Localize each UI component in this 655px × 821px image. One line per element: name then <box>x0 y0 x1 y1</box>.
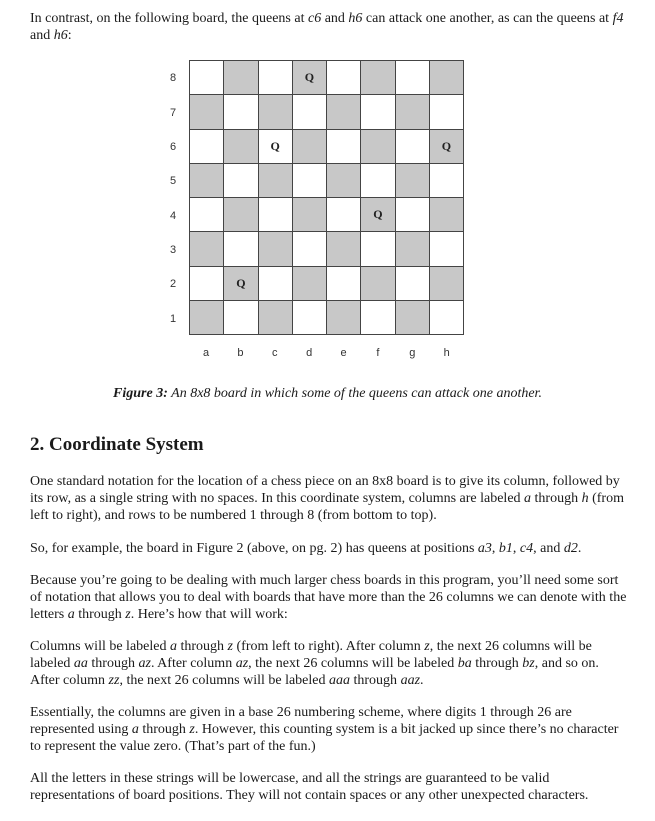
paragraph-column-labels <box>30 638 630 689</box>
text: One standard notation for the location of a chess piece on an 8x8 board is to give its column, followed by its row, as a single string with no spaces. In this coordinate system, columns are labeled <box>30 474 620 506</box>
text: , <box>491 541 499 556</box>
emphasis: z <box>125 607 131 622</box>
square-g7 <box>396 95 430 129</box>
text: . After column <box>150 656 236 671</box>
queen-piece: Q <box>270 138 280 153</box>
emphasis: aaz <box>400 673 421 688</box>
queen-piece: Q <box>304 70 315 85</box>
queen-piece: Q <box>236 275 246 290</box>
intro-text: and <box>321 11 349 26</box>
square-e5 <box>327 164 361 198</box>
emphasis: z <box>424 639 430 654</box>
square-d3 <box>293 232 327 266</box>
square-c3 <box>259 232 293 266</box>
square-g2 <box>396 267 430 301</box>
square-a1 <box>190 301 224 335</box>
queen-piece: Q <box>373 207 383 222</box>
figure-text: An 8x8 board in which some of the queens can attack one another. <box>167 386 542 401</box>
square-b6 <box>224 130 258 164</box>
square-d5 <box>293 164 327 198</box>
square-g5 <box>396 164 430 198</box>
square-h4 <box>430 198 464 232</box>
file-label-e: e <box>340 347 347 359</box>
square-f2 <box>361 267 395 301</box>
square-h6 <box>430 130 464 164</box>
text: Because you’re going to be dealing with much larger chess boards in this program, you’ll need some sort of notation that allows you to deal with boards that have more than the 26 columns we can denote with the letters <box>30 573 627 622</box>
square-g4 <box>396 198 430 232</box>
emphasis: a <box>67 607 75 622</box>
emphasis: zz <box>108 673 120 688</box>
text: through <box>138 722 190 737</box>
square-a7 <box>190 95 224 129</box>
square-a8 <box>190 61 224 95</box>
square-d1 <box>293 301 327 335</box>
square-g3 <box>396 232 430 266</box>
square-d6 <box>293 130 327 164</box>
square-d7 <box>293 95 327 129</box>
section-heading: 2. Coordinate System <box>30 434 204 455</box>
position-h6: h6 <box>53 28 68 43</box>
emphasis: b1 <box>498 541 513 556</box>
emphasis: a <box>131 722 139 737</box>
square-d2 <box>293 267 327 301</box>
text: through <box>87 656 139 671</box>
file-label-d: d <box>306 347 313 359</box>
square-g6 <box>396 130 430 164</box>
rank-label-3: 3 <box>169 244 177 257</box>
file-label-h: h <box>443 347 450 359</box>
square-b5 <box>224 164 258 198</box>
text: through <box>471 656 523 671</box>
intro-text: : <box>67 28 72 43</box>
square-f5 <box>361 164 395 198</box>
text: Columns will be labeled <box>30 639 170 654</box>
emphasis: ba <box>457 656 472 671</box>
square-b1 <box>224 301 258 335</box>
square-c1 <box>259 301 293 335</box>
chess-board <box>189 60 464 335</box>
square-h7 <box>430 95 464 129</box>
square-e3 <box>327 232 361 266</box>
square-c2 <box>259 267 293 301</box>
text: through <box>531 491 582 506</box>
emphasis: z <box>189 722 195 737</box>
square-e7 <box>327 95 361 129</box>
rank-label-4: 4 <box>169 209 177 222</box>
file-label-c: c <box>272 347 278 359</box>
emphasis: az <box>235 656 249 671</box>
square-b4 <box>224 198 258 232</box>
paragraph-lowercase <box>30 770 630 804</box>
rank-label-8: 8 <box>169 72 177 85</box>
text: (from left to right), and rows to be numbered 1 through 8 (from bottom to top). <box>30 491 624 523</box>
emphasis: az <box>138 656 151 671</box>
emphasis: a <box>524 491 532 506</box>
figure-label: Figure 3: <box>113 386 168 401</box>
paragraph-example <box>30 540 630 557</box>
square-a6 <box>190 130 224 164</box>
square-c5 <box>259 164 293 198</box>
square-h3 <box>430 232 464 266</box>
rank-label-7: 7 <box>169 106 177 119</box>
position-c6: c6 <box>307 11 322 26</box>
square-c4 <box>259 198 293 232</box>
square-d4 <box>293 198 327 232</box>
rank-label-6: 6 <box>169 140 177 153</box>
square-g1 <box>396 301 430 335</box>
intro-text: can attack one another, as can the queens at <box>362 11 613 26</box>
text: . However, this counting system is a bit jacked up since there’s no character to represent the value zero. (That’s part of the fun.) <box>30 722 619 754</box>
square-b2 <box>224 267 258 301</box>
text: . <box>577 541 582 556</box>
square-f8 <box>361 61 395 95</box>
square-e1 <box>327 301 361 335</box>
square-f3 <box>361 232 395 266</box>
square-h5 <box>430 164 464 198</box>
square-c7 <box>259 95 293 129</box>
square-d8 <box>293 61 327 95</box>
emphasis: c4 <box>519 541 534 556</box>
text: , <box>512 541 520 556</box>
intro-text: In contrast, on the following board, the queens at <box>30 11 308 26</box>
emphasis: aaa <box>329 673 350 688</box>
intro-paragraph <box>30 10 630 44</box>
emphasis: bz <box>522 656 535 671</box>
square-h2 <box>430 267 464 301</box>
file-label-a: a <box>202 347 210 359</box>
text: through <box>176 639 228 654</box>
square-f4 <box>361 198 395 232</box>
square-e2 <box>327 267 361 301</box>
rank-label-2: 2 <box>169 278 177 291</box>
square-h1 <box>430 301 464 335</box>
square-f1 <box>361 301 395 335</box>
text: , the next 26 columns will be labeled <box>119 673 329 688</box>
square-b3 <box>224 232 258 266</box>
text: So, for example, the board in Figure 2 (above, on pg. 2) has queens at positions <box>30 541 478 556</box>
text: . <box>420 673 424 688</box>
emphasis: z <box>227 639 233 654</box>
square-c6 <box>259 130 293 164</box>
text: , the next 26 columns will be labeled <box>30 639 592 671</box>
text: . Here’s how that will work: <box>130 607 288 622</box>
square-b8 <box>224 61 258 95</box>
text: All the letters in these strings will be lowercase, and all the strings are guaranteed to be valid representations of board positions. They will not contain spaces or any other unexpected characters. <box>30 771 589 803</box>
square-a5 <box>190 164 224 198</box>
emphasis: d2 <box>563 541 578 556</box>
square-h8 <box>430 61 464 95</box>
square-a3 <box>190 232 224 266</box>
square-c8 <box>259 61 293 95</box>
emphasis: aa <box>73 656 88 671</box>
file-label-f: f <box>376 347 380 359</box>
rank-label-5: 5 <box>169 175 177 188</box>
text: , and so on. After column <box>30 656 599 688</box>
square-a2 <box>190 267 224 301</box>
square-e8 <box>327 61 361 95</box>
position-f4: f4 <box>612 11 624 26</box>
position-h6: h6 <box>348 11 363 26</box>
file-label-b: b <box>237 347 244 359</box>
queen-piece: Q <box>441 138 452 153</box>
square-b7 <box>224 95 258 129</box>
paragraph-notation <box>30 473 630 524</box>
emphasis: a3 <box>477 541 492 556</box>
emphasis: a <box>169 639 177 654</box>
square-f6 <box>361 130 395 164</box>
square-a4 <box>190 198 224 232</box>
text: through <box>350 673 401 688</box>
text: , and <box>533 541 564 556</box>
text: through <box>74 607 126 622</box>
square-f7 <box>361 95 395 129</box>
emphasis: h <box>581 491 589 506</box>
square-e4 <box>327 198 361 232</box>
square-e6 <box>327 130 361 164</box>
text: , the next 26 columns will be labeled <box>248 656 458 671</box>
figure-caption <box>0 385 655 402</box>
intro-text: and <box>30 28 54 43</box>
paragraph-larger-boards <box>30 572 630 623</box>
paragraph-base26 <box>30 704 630 755</box>
square-g8 <box>396 61 430 95</box>
rank-label-1: 1 <box>169 312 177 325</box>
text: Essentially, the columns are given in a base 26 numbering scheme, where digits 1 through 26 are represented using <box>30 705 572 737</box>
text: (from left to right). After column <box>233 639 425 654</box>
file-label-g: g <box>409 347 416 359</box>
